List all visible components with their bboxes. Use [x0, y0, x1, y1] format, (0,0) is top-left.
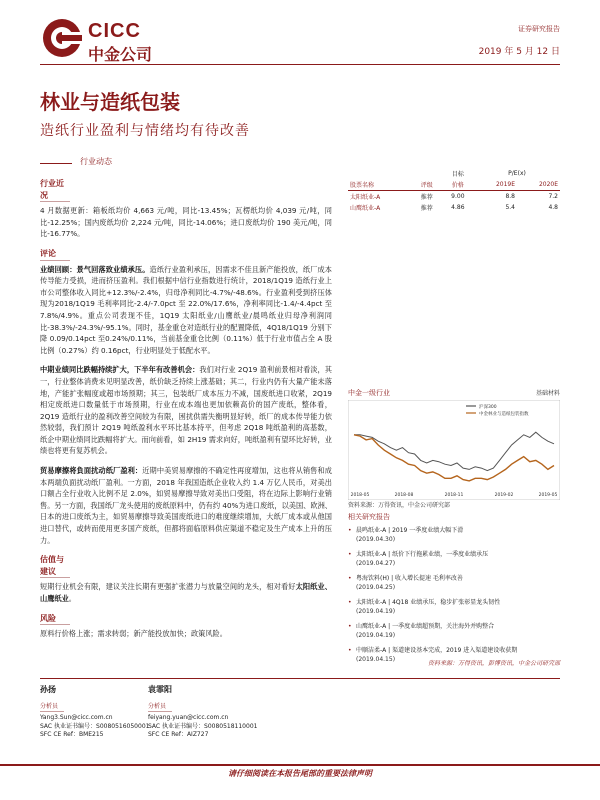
legend-label: 中金林业与造纸包装指数	[479, 412, 529, 417]
section-heading-risk: 风险	[40, 613, 70, 626]
analyst-divider	[40, 678, 560, 679]
chart-title: 中金一级行业	[348, 389, 390, 397]
header-target: 目标	[451, 171, 464, 178]
stock-pe19: 5.4	[505, 204, 515, 211]
paragraph-lead: 中期业绩同比跌幅持续扩大，下半年有改善机会：	[40, 365, 200, 375]
logo-text-cn: 中金公司	[88, 45, 153, 64]
col-pe19: 2019E	[474, 179, 517, 191]
stock-price: 9.00	[451, 193, 465, 200]
col-name: 股票名称	[348, 179, 412, 191]
bullet-icon: •	[348, 599, 352, 606]
col-rating: 评级	[412, 179, 442, 191]
valuation-text-pre: 短期行业机会有限，建议关注长期有更强扩张潜力与放量空间的龙头，相对看好	[40, 582, 296, 592]
stock-pe20: 7.2	[548, 193, 558, 200]
risk-text: 原料行价格上涨；需求转弱；新产能投放加快；政策风险。	[40, 629, 227, 639]
list-item[interactable]	[348, 550, 560, 568]
paragraph-lead: 贸易摩擦将負面扰动纸厂盈利：	[40, 466, 143, 476]
col-pe20: 2020E	[517, 179, 560, 191]
header-pe: P/E(x)	[508, 170, 526, 177]
col-price: 价格	[442, 179, 474, 191]
legal-footer: 请仔细阅读在本报告尾部的重要法律声明	[228, 769, 372, 778]
report-tag: 行业动态	[80, 157, 112, 166]
page-title: 林业与造纸包装	[40, 90, 180, 114]
analyst-sac: SAC 执业证书编号：S0080516050001	[40, 722, 150, 730]
bullet-icon: •	[348, 575, 352, 582]
x-tick-label: 2019-05	[538, 493, 558, 498]
report-date: 2019 年 5 月 12 日	[478, 47, 560, 57]
list-item[interactable]	[348, 526, 560, 544]
bullet-icon: •	[348, 527, 352, 534]
stock-price: 4.86	[451, 204, 465, 211]
related-text: 晨鸣纸业-A | 2019 一季度业绩大幅下滑	[356, 527, 464, 534]
stock-rating: 推荐	[420, 194, 433, 201]
x-tick-label: 2018-11	[444, 493, 464, 498]
comment-paragraph-2	[40, 364, 332, 457]
list-item[interactable]	[348, 622, 560, 640]
related-date: (2019.04.25)	[356, 584, 396, 591]
analyst-role: 分析员	[148, 703, 172, 713]
related-title: 相关研究报告	[348, 513, 390, 521]
section-heading-recent: 行业近况	[40, 178, 70, 202]
x-tick-label: 2018-08	[394, 493, 414, 498]
header-divider	[40, 64, 560, 65]
main-column	[40, 178, 332, 640]
stock-name[interactable]: 太阳纸业-A	[350, 194, 381, 201]
tag-line	[40, 163, 72, 164]
paragraph-body: 我们对行业 2Q19 盈利前景相对看淡，其一，行业整体消费未见明显改善，纸价缺乏持续上涨基础；其二，行业内仍有大量产能未落地，产能扩张幅度或超市场预期；其三，包装纸厂成本压力不减，国废纸进口收紧，2Q19 相定废纸进口数量低于市场预期，行业在成本端也更加依赖高价的国产废纸，整体看，2Q19 造纸行业的盈利改善空间较为有限，困扰供需失衡明显好转，纸厂的成本传导能力依然较弱，我们预计 2Q19 吨纸盈利水平环比基本持平，但考虑 2Q18 吨纸盈利的高基数，纸企中期业绩同比跌幅将扩大。而向前看，如 2H19 需求向好，吨纸盈利有望环比好转，业绩也将更有复苏机会。	[40, 365, 332, 456]
x-tick-label: 2018-05	[350, 493, 370, 498]
related-text: 中顺洁柔-A | 渠道建设基本完成，2019 进入渠道建设收获期	[356, 647, 518, 654]
data-source-signature: 资料来源：万得资讯，彭博资讯，中金公司研究部	[427, 660, 560, 667]
table-header	[348, 179, 560, 191]
chart-category: 基础材料	[535, 390, 560, 397]
list-item[interactable]	[348, 598, 560, 616]
related-list	[348, 526, 560, 670]
analyst-name: 孙扬	[40, 685, 56, 694]
analyst-name: 袁霏阳	[148, 685, 172, 694]
related-text: 太阳纸业-A | 纸价下行拖累业绩，一季度业绩承压	[356, 551, 489, 558]
stock-table	[348, 168, 560, 213]
analyst-card	[148, 686, 257, 740]
paragraph-body: 造纸行业盈利承压，因需求不佳且新产能投放，纸厂成本传导能力受损，进而挤压盈利。我们根据中信行业指数进行统计，2018/1Q19 造纸行业上市公司整体收入同比+12.3%/-2.4%，归母净利同比-4.7%/-48.6%。行业盈利受到挤压体现为2018/1Q19 毛利率同比-2.4/-7.0pct 至 22.0%/17.6%，净利率同比-1.4/-4.4pct 至 7.8%/4.9%。重点公司表现不佳，1Q19 太阳纸业/山鹰纸业/晨鸣纸业归母净利润同比-38.3%/-24.3%/-95.1%。同时，基金重仓对造纸行业的配置降低，4Q18/1Q19 分别下降 0.09/0.14pct 至0.24%/0.11%，当前基金重仓比例（0.11%）低于行业市值占全 A 股比例（0.27%）约 0.16pct，行业明显处于低配水平。	[40, 264, 332, 355]
page-subtitle: 造纸行业盈利与情绪均有待改善	[40, 123, 250, 139]
analyst-card	[40, 686, 149, 740]
stock-name[interactable]: 山鹰纸业-A	[350, 205, 381, 212]
bullet-icon: •	[348, 623, 352, 630]
analyst-email[interactable]: feiyang.yuan@cicc.com.cn	[148, 714, 229, 721]
bullet-icon: •	[348, 647, 352, 654]
valuation-text	[40, 581, 332, 604]
related-date: (2019.04.27)	[356, 560, 396, 567]
list-item[interactable]	[348, 574, 560, 592]
chart-source-note: 资料来源：万得资讯，中金公司研究部	[348, 502, 451, 509]
analyst-email[interactable]: Yang3.Sun@cicc.com.cn	[40, 714, 113, 721]
x-tick-label: 2019-02	[494, 493, 514, 498]
related-date: (2019.04.30)	[356, 536, 396, 543]
analyst-role: 分析员	[40, 703, 64, 713]
report-type: 证券研究报告	[518, 25, 560, 33]
index-line-chart	[348, 400, 560, 500]
table-row	[348, 202, 560, 213]
cicc-logo-icon	[42, 18, 82, 58]
logo-text-en: CICC	[88, 20, 141, 42]
legend-label: 沪深300	[479, 405, 497, 410]
related-text: 山鹰纸业-A | 一季度业绩超预期，关注海外并购整合	[356, 623, 495, 630]
stock-pe19: 8.8	[505, 193, 515, 200]
footer-divider	[0, 764, 600, 766]
comment-paragraph-3	[40, 465, 332, 546]
paragraph-body: 近期中美贸易摩擦的不确定性再度增加，这也将从销售和成本两端负面扰动纸厂盈利。一方面，2018 年我国造纸企业收入约 1.4 万亿人民币，对美出口额占全行业收入比例不足 2.0%，如贸易摩擦导致对美出口受阻，将在边际上影响行业销售。另一方面，我国纸厂龙头使用的废纸原料中，仍有约 40%为进口废纸，以美国、欧洲、日本的进口废纸为主，如贸易摩擦导致美国废纸进口的难度继续增加，大纸厂成本或从他国进口替代，或转而使用更多国产废纸，但都将面临原料供应渠道不稳定及生产成本上升的压力。	[40, 466, 332, 545]
table-header-top	[348, 168, 560, 179]
analyst-sfc: SFC CE Ref：BME215	[40, 731, 104, 738]
bullet-icon: •	[348, 551, 352, 558]
related-date: (2019.04.19)	[356, 608, 396, 615]
stock-pe20: 4.8	[548, 204, 558, 211]
analyst-sfc: SFC CE Ref：AIZ727	[148, 731, 209, 738]
analyst-sac: SAC 执业证书编号：S0080518110001	[148, 722, 258, 730]
section-heading-valuation: 估值与建议	[40, 554, 70, 578]
valuation-highlight: 太阳纸业、山鹰纸业	[40, 582, 332, 603]
section-heading-comment: 评论	[40, 248, 70, 261]
related-date: (2019.04.19)	[356, 632, 396, 639]
valuation-text-post: 。	[68, 594, 76, 603]
paragraph-lead: 业绩回顾：景气回落致业绩承压。	[40, 264, 150, 274]
related-text: 太阳纸业-A | 4Q18 业绩承压，稳步扩张彰显龙头韧性	[356, 599, 501, 606]
recent-text: 4 月数据更新：箱板纸均价 4,663 元/吨，同比-13.45%；瓦楞纸均价 4,039 元/吨，同比-12.25%；国内废纸均价 2,224 元/吨，同比-14.06%；进口废纸均价 190 美元/吨，同比-16.77%。	[40, 206, 332, 239]
table-row	[348, 191, 560, 203]
stock-rating: 推荐	[420, 205, 433, 212]
comment-paragraph-1	[40, 264, 332, 357]
related-date: (2019.04.15)	[356, 656, 396, 663]
related-text: 粤海饮料(H) | 收入增长提速 毛利率改善	[356, 575, 463, 582]
